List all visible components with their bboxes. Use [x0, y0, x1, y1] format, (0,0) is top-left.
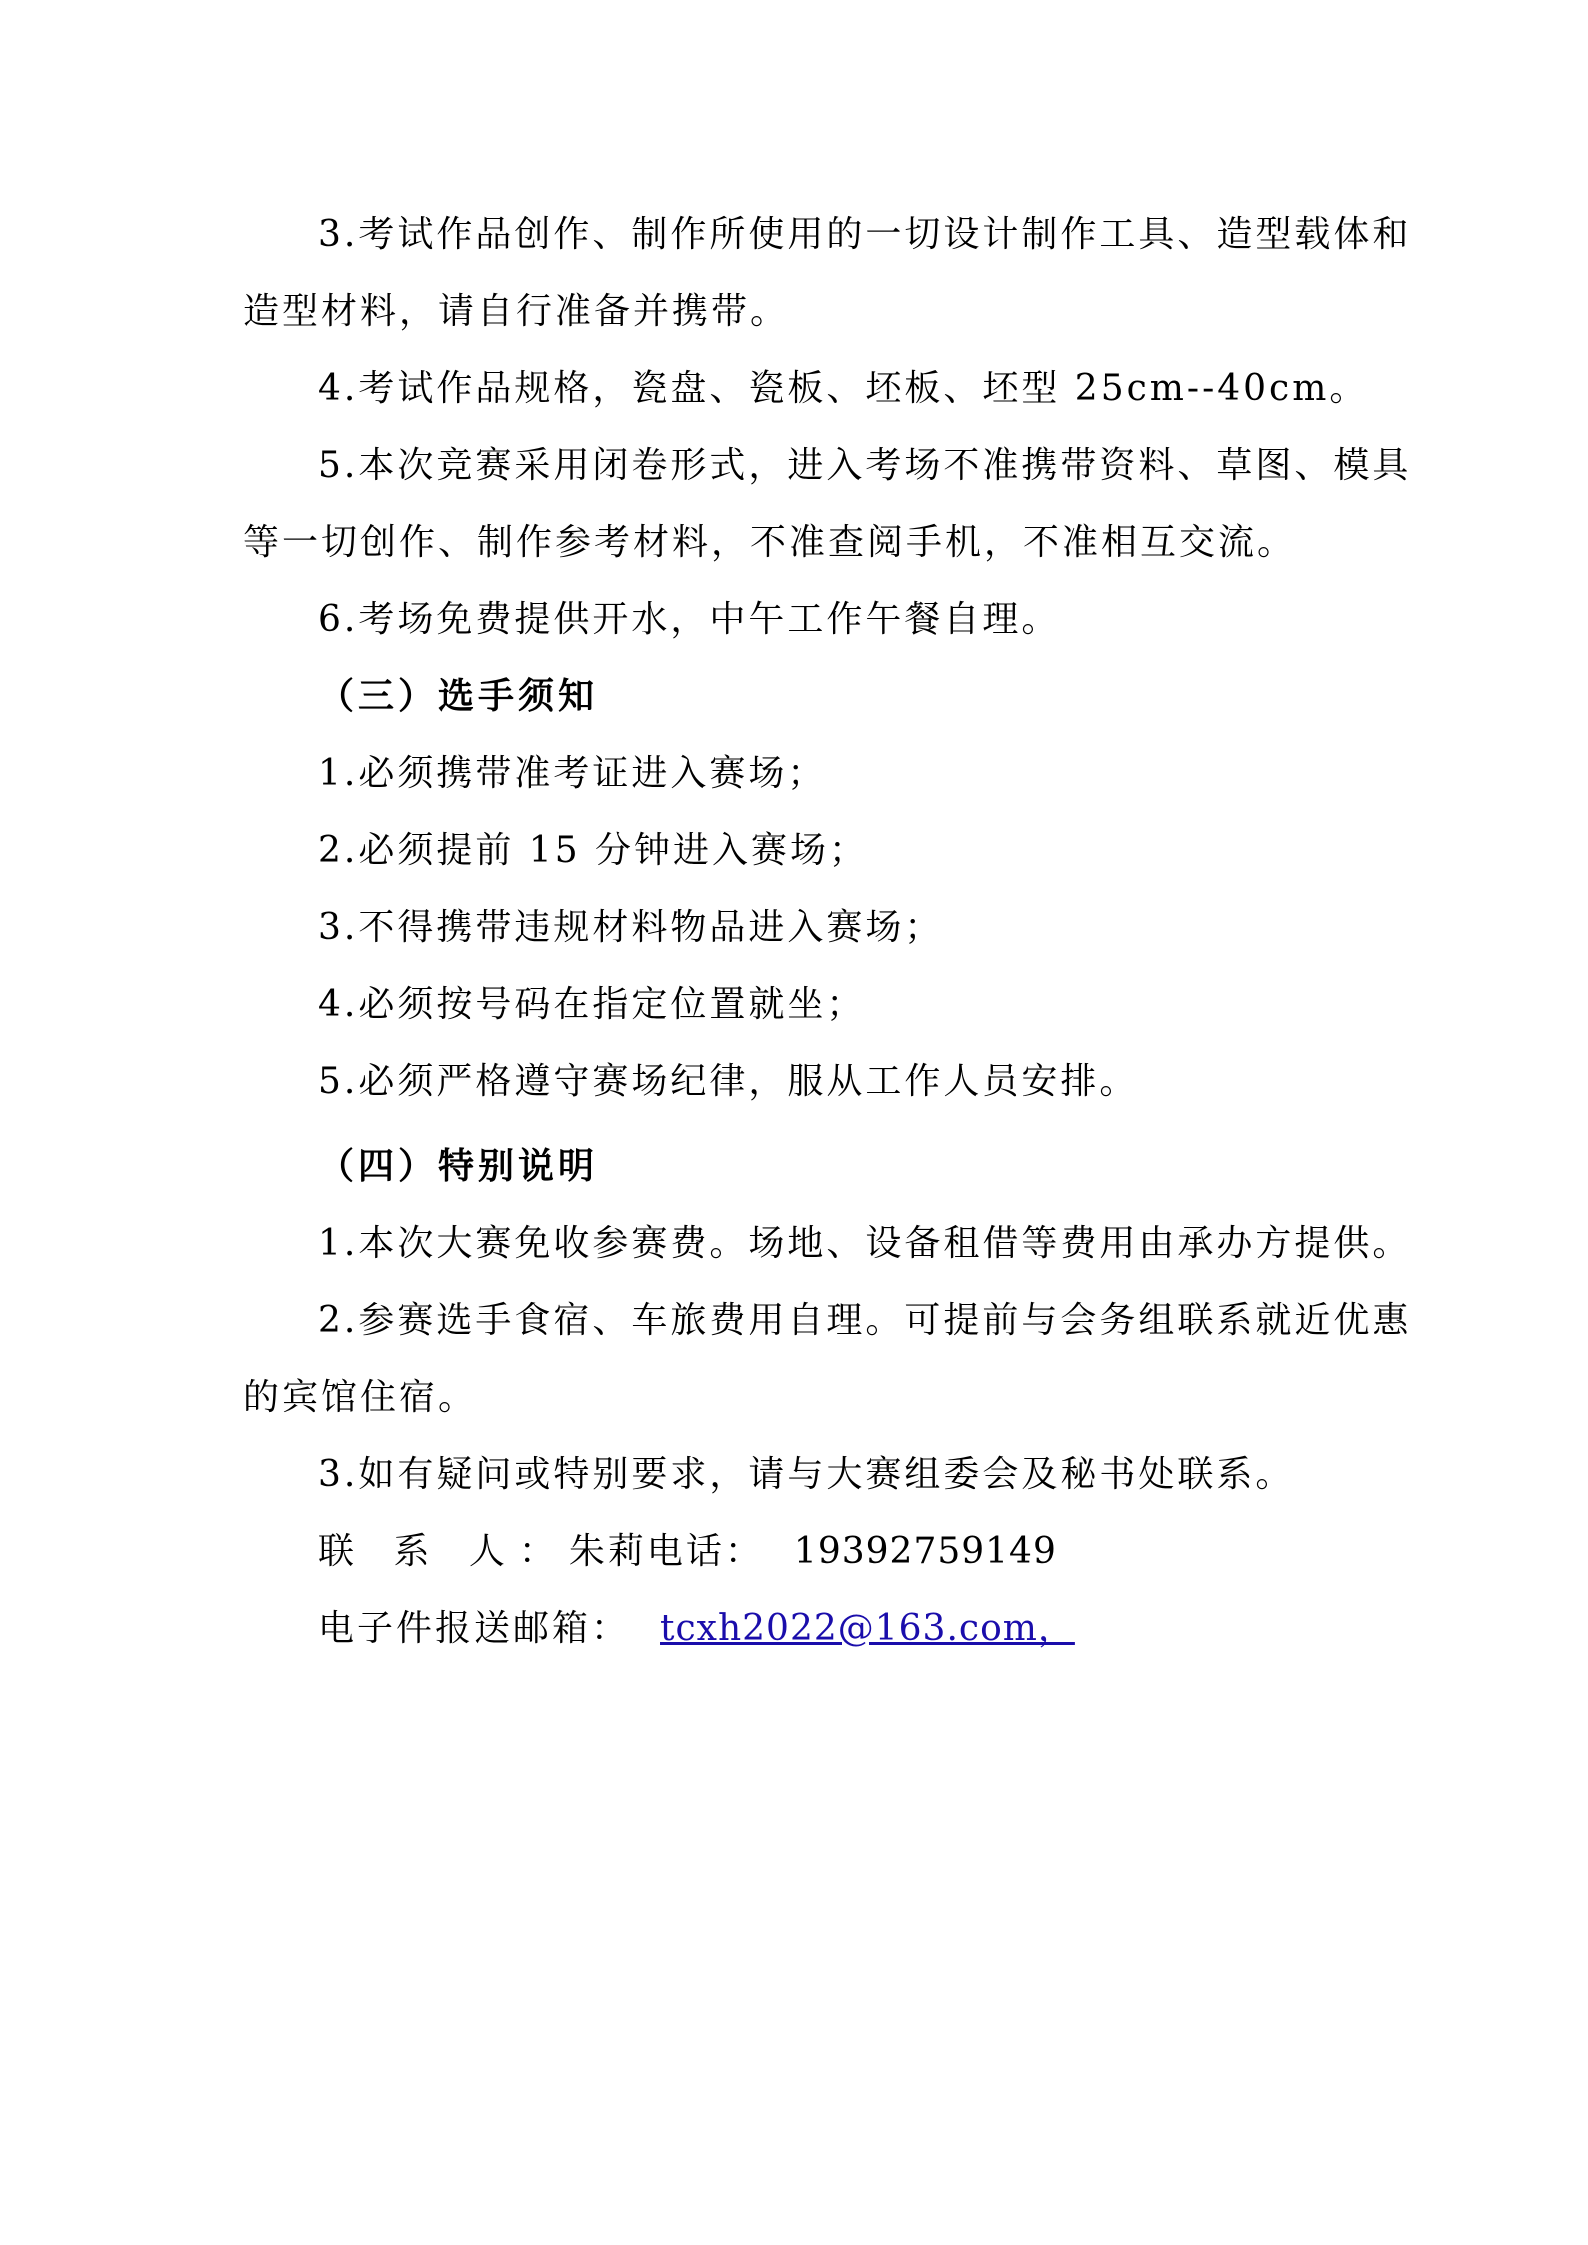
item4-text: 4.考试作品规格，瓷盘、瓷板、坯板、坯型 25cm--40cm。 [318, 368, 1369, 409]
note-item-2-line1: 2.参赛选手食宿、车旅费用自理。可提前与会务组联系就近优惠 [318, 1300, 1412, 1341]
item6-text: 6.考场免费提供开水，中午工作午餐自理。 [318, 599, 1061, 640]
email-line [318, 1607, 1075, 1651]
item3-line1: 3.考试作品创作、制作所使用的一切设计制作工具、造型载体和 [318, 214, 1412, 255]
rule-item-2: 2.必须提前 15 分钟进入赛场； [318, 830, 869, 871]
contact-person-line [318, 1530, 1057, 1574]
section-three-heading: （三）选手须知 [318, 676, 599, 717]
item3-line2: 造型材料，请自行准备并携带。 [243, 291, 790, 332]
section-four-heading: （四）特别说明 [318, 1146, 599, 1187]
rule-item-4: 4.必须按号码在指定位置就坐； [318, 984, 866, 1025]
email-label: 电子件报送邮箱： [318, 1608, 631, 1649]
email-link[interactable]: tcxh2022@163.com， [660, 1608, 1075, 1649]
rule-item-1: 1.必须携带准考证进入赛场； [318, 753, 827, 794]
contact-person-name: 朱莉 [568, 1531, 647, 1572]
contact-person-label: 联 系 人： [318, 1531, 569, 1572]
contact-phone-label: 电话： [646, 1531, 764, 1572]
rule-item-5: 5.必须严格遵守赛场纪律，服从工作人员安排。 [318, 1061, 1139, 1102]
contact-phone-number: 19392759149 [793, 1531, 1057, 1572]
note-item-2-line2: 的宾馆住宿。 [243, 1377, 478, 1418]
note-item-3: 3.如有疑问或特别要求，请与大赛组委会及秘书处联系。 [318, 1454, 1295, 1495]
item5-line1: 5.本次竞赛采用闭卷形式，进入考场不准携带资料、草图、模具 [318, 445, 1412, 486]
note-item-1: 1.本次大赛免收参赛费。场地、设备租借等费用由承办方提供。 [318, 1223, 1412, 1264]
rule-item-3: 3.不得携带违规材料物品进入赛场； [318, 907, 944, 948]
item5-line2: 等一切创作、制作参考材料，不准查阅手机，不准相互交流。 [243, 522, 1297, 563]
